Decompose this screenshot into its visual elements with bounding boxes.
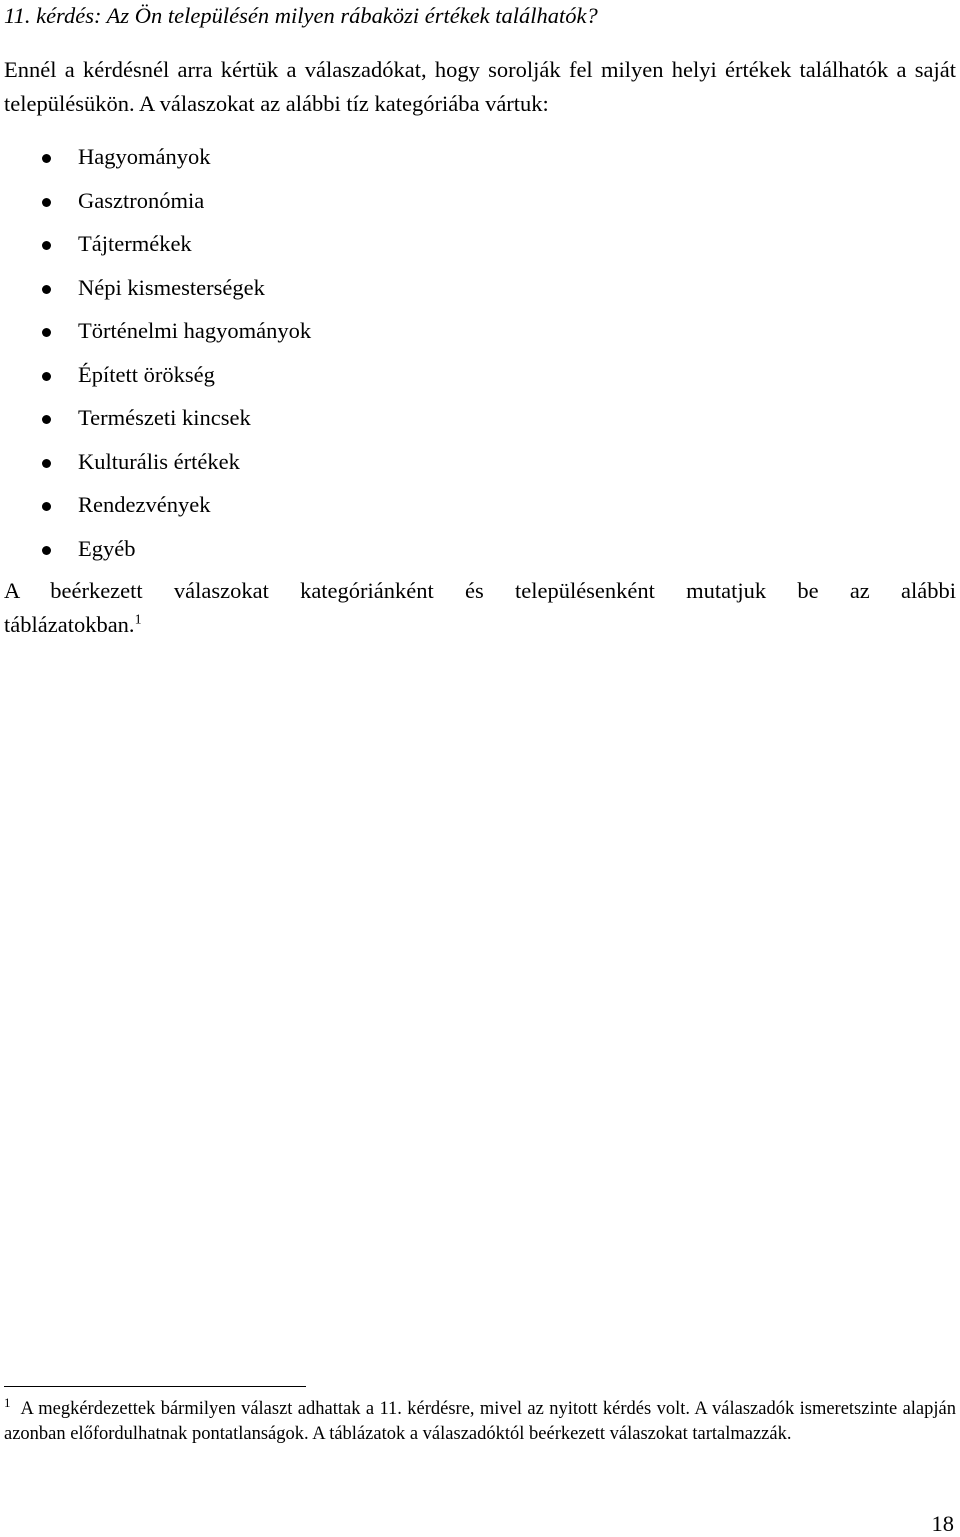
category-label: Épített örökség bbox=[78, 361, 215, 387]
category-item bbox=[0, 488, 311, 532]
bullet-icon bbox=[42, 546, 51, 555]
category-label: Történelmi hagyományok bbox=[78, 318, 312, 343]
summary-line-2: táblázatokban. bbox=[4, 612, 135, 637]
bullet-icon bbox=[42, 285, 51, 294]
question-heading: 11. kérdés: Az Ön településén milyen rábaközi értékek találhatók? bbox=[4, 3, 598, 28]
category-label: Kulturális értékek bbox=[78, 448, 240, 474]
category-label: Hagyományok bbox=[78, 144, 211, 169]
category-item bbox=[0, 358, 311, 402]
summary-paragraph bbox=[4, 574, 956, 642]
category-item bbox=[0, 140, 311, 184]
category-list bbox=[0, 140, 311, 575]
category-label: Tájtermékek bbox=[78, 231, 192, 256]
summary-line-1: A beérkezett válaszokat kategóriánként és településenként mutatjuk be az alábbi bbox=[4, 578, 956, 603]
category-label: Egyéb bbox=[78, 535, 136, 561]
category-item bbox=[0, 271, 311, 315]
page-number: 18 bbox=[931, 1511, 954, 1536]
category-label: Népi kismesterségek bbox=[78, 274, 265, 300]
category-label: Rendezvények bbox=[78, 492, 211, 517]
category-item bbox=[0, 401, 311, 445]
bullet-icon bbox=[42, 502, 51, 511]
footnote-reference[interactable]: 1 bbox=[134, 612, 142, 628]
bullet-icon bbox=[42, 154, 51, 163]
category-label: Gasztronómia bbox=[78, 187, 205, 213]
bullet-icon bbox=[42, 372, 51, 381]
category-item bbox=[0, 314, 311, 358]
footnote bbox=[4, 1397, 956, 1446]
category-label: Természeti kincsek bbox=[78, 405, 251, 430]
bullet-icon bbox=[42, 198, 51, 207]
bullet-icon bbox=[42, 415, 51, 424]
bullet-icon bbox=[42, 241, 51, 250]
intro-paragraph: Ennél a kérdésnél arra kértük a válaszadókat, hogy sorolják fel milyen helyi értékek találhatók a saját településükön. A válaszokat az alábbi tíz kategóriába vártuk: bbox=[4, 57, 956, 116]
footnote-text: A megkérdezettek bármilyen választ adhattak a 11. kérdésre, mivel az nyitott kérdés volt. A válaszadók ismeretszinte alapján azonban előfordulhatnak pontatlanságok. A táblázatok a válaszadóktól beérkezett válaszokat tartalmazzák. bbox=[4, 1399, 956, 1444]
footnote-separator bbox=[4, 1386, 306, 1387]
bullet-icon bbox=[42, 328, 51, 337]
bullet-icon bbox=[42, 459, 51, 468]
footnote-mark: 1 bbox=[4, 1395, 11, 1410]
category-item bbox=[0, 227, 311, 271]
category-item bbox=[0, 445, 311, 489]
category-item bbox=[0, 184, 311, 228]
category-item bbox=[0, 532, 311, 576]
